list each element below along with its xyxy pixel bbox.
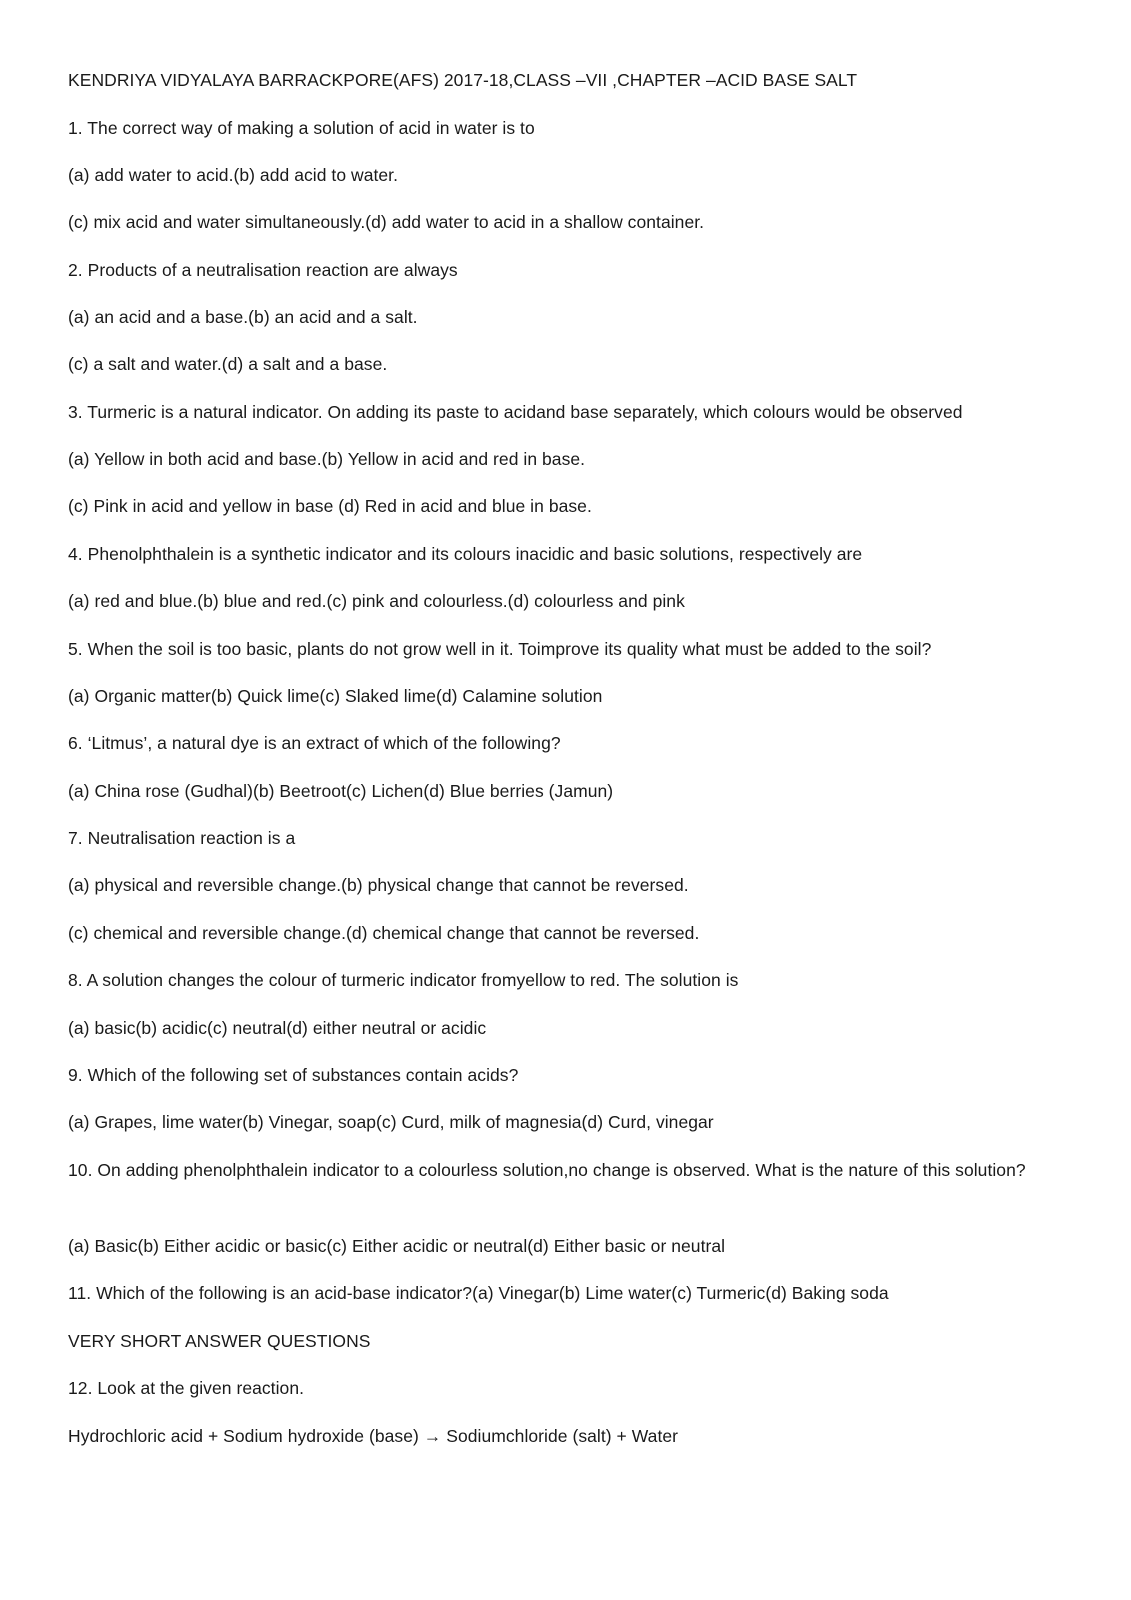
question-5-options: (a) Organic matter(b) Quick lime(c) Slaked lime(d) Calamine solution [68, 686, 603, 706]
question-9-options: (a) Grapes, lime water(b) Vinegar, soap(c) Curd, milk of magnesia(d) Curd, vinegar [68, 1112, 714, 1132]
section-heading-very-short: VERY SHORT ANSWER QUESTIONS [68, 1331, 371, 1351]
question-6-options: (a) China rose (Gudhal)(b) Beetroot(c) Lichen(d) Blue berries (Jamun) [68, 781, 614, 801]
question-3: 3. Turmeric is a natural indicator. On adding its paste to acidand base separately, which colours would be observed [68, 402, 963, 422]
question-12-reaction: Hydrochloric acid + Sodium hydroxide (base) → Sodiumchloride (salt) + Water [68, 1426, 679, 1446]
question-4-options: (a) red and blue.(b) blue and red.(c) pink and colourless.(d) colourless and pink [68, 591, 685, 611]
question-7-options-ab: (a) physical and reversible change.(b) physical change that cannot be reversed. [68, 875, 689, 895]
question-2-options-cd: (c) a salt and water.(d) a salt and a base. [68, 354, 388, 374]
question-10-options: (a) Basic(b) Either acidic or basic(c) Either acidic or neutral(d) Either basic or neutral [68, 1236, 726, 1256]
question-7-options-cd: (c) chemical and reversible change.(d) chemical change that cannot be reversed. [68, 923, 700, 943]
question-8-options: (a) basic(b) acidic(c) neutral(d) either neutral or acidic [68, 1018, 487, 1038]
question-6: 6. ‘Litmus’, a natural dye is an extract of which of the following? [68, 733, 561, 753]
question-1-options-cd: (c) mix acid and water simultaneously.(d) add water to acid in a shallow container. [68, 212, 705, 232]
document-header: KENDRIYA VIDYALAYA BARRACKPORE(AFS) 2017-18,CLASS –VII ,CHAPTER –ACID BASE SALT [68, 70, 858, 90]
question-12: 12. Look at the given reaction. [68, 1378, 305, 1398]
question-7: 7. Neutralisation reaction is a [68, 828, 296, 848]
question-1-options-ab: (a) add water to acid.(b) add acid to water. [68, 165, 399, 185]
question-11: 11. Which of the following is an acid-base indicator?(a) Vinegar(b) Lime water(c) Turmeric(d) Baking soda [68, 1283, 889, 1303]
question-8: 8. A solution changes the colour of turmeric indicator fromyellow to red. The solution is [68, 970, 739, 990]
question-3-options-cd: (c) Pink in acid and yellow in base (d) Red in acid and blue in base. [68, 496, 592, 516]
question-5: 5. When the soil is too basic, plants do not grow well in it. Toimprove its quality what must be added to the soil? [68, 639, 932, 659]
question-1: 1. The correct way of making a solution of acid in water is to [68, 118, 535, 138]
question-3-options-ab: (a) Yellow in both acid and base.(b) Yellow in acid and red in base. [68, 449, 586, 469]
question-10: 10. On adding phenolphthalein indicator to a colourless solution,no change is observed. What is the nature of this solution? [68, 1160, 1026, 1180]
question-2-options-ab: (a) an acid and a base.(b) an acid and a salt. [68, 307, 418, 327]
question-2: 2. Products of a neutralisation reaction are always [68, 260, 458, 280]
question-9: 9. Which of the following set of substances contain acids? [68, 1065, 519, 1085]
question-4: 4. Phenolphthalein is a synthetic indicator and its colours inacidic and basic solutions, respectively are [68, 544, 863, 564]
